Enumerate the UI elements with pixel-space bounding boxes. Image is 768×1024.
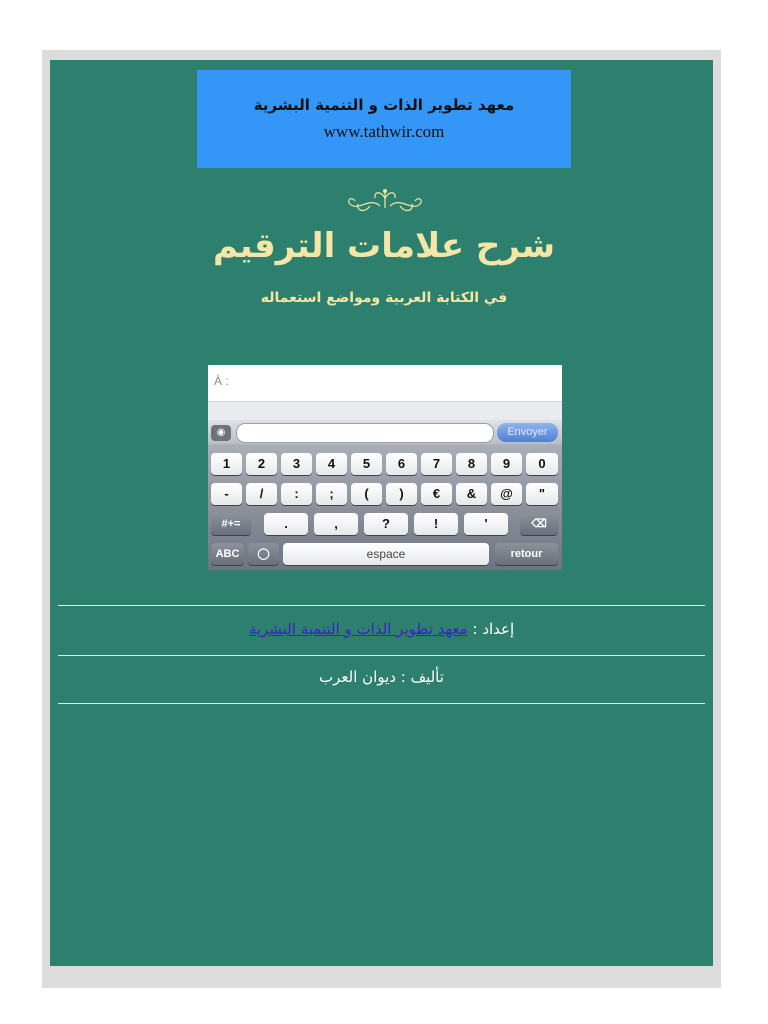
- abc-key: ABC: [211, 543, 244, 565]
- symbols-key: #+=: [211, 513, 251, 535]
- prepared-by-link[interactable]: معهد تطوير الذات و التنمية البشرية: [248, 620, 468, 638]
- key: ?: [364, 513, 408, 535]
- key: 2: [246, 453, 277, 475]
- key: 8: [456, 453, 487, 475]
- key: !: [414, 513, 458, 535]
- key: 1: [211, 453, 242, 475]
- globe-icon: ◯: [248, 543, 279, 565]
- key: @: [491, 483, 522, 505]
- backspace-icon: ⌫: [520, 513, 558, 535]
- banner-org-name: معهد تطوير الذات و التنمية البشرية: [253, 96, 515, 114]
- key: 9: [491, 453, 522, 475]
- page-title: شرح علامات الترقيم: [212, 226, 556, 266]
- key: ": [526, 483, 558, 505]
- return-key: retour: [495, 543, 558, 565]
- author-credit: تأليف : ديوان العرب: [319, 668, 444, 686]
- key: 7: [421, 453, 452, 475]
- divider: [58, 703, 705, 704]
- key: :: [281, 483, 312, 505]
- prepared-by-label: إعداد :: [472, 620, 515, 638]
- key: 0: [526, 453, 558, 475]
- key: (: [351, 483, 382, 505]
- message-area: [208, 402, 562, 420]
- key: 3: [281, 453, 312, 475]
- divider: [58, 655, 705, 656]
- keyboard-keys: [208, 445, 562, 570]
- key: 5: [351, 453, 382, 475]
- key: 4: [316, 453, 347, 475]
- banner-url: www.tathwir.com: [323, 122, 445, 141]
- space-key: espace: [283, 543, 489, 565]
- page-subtitle: في الكتابة العربية ومواضع استعماله: [260, 290, 508, 306]
- camera-icon: ◉: [211, 425, 231, 441]
- key: .: [264, 513, 308, 535]
- ornament-icon: [340, 186, 430, 216]
- key: ): [386, 483, 417, 505]
- recipient-label: À :: [214, 374, 229, 388]
- message-input: [236, 423, 494, 443]
- send-button: Envoyer: [497, 423, 558, 442]
- header-banner: [197, 70, 571, 168]
- recipient-field: [208, 365, 562, 402]
- key: &: [456, 483, 487, 505]
- key: €: [421, 483, 452, 505]
- key: ': [464, 513, 508, 535]
- key: -: [211, 483, 242, 505]
- key: ,: [314, 513, 358, 535]
- key: /: [246, 483, 277, 505]
- key: 6: [386, 453, 417, 475]
- divider: [58, 605, 705, 606]
- keyboard-screenshot: [208, 365, 562, 570]
- prepared-by: [58, 620, 705, 638]
- key: ;: [316, 483, 347, 505]
